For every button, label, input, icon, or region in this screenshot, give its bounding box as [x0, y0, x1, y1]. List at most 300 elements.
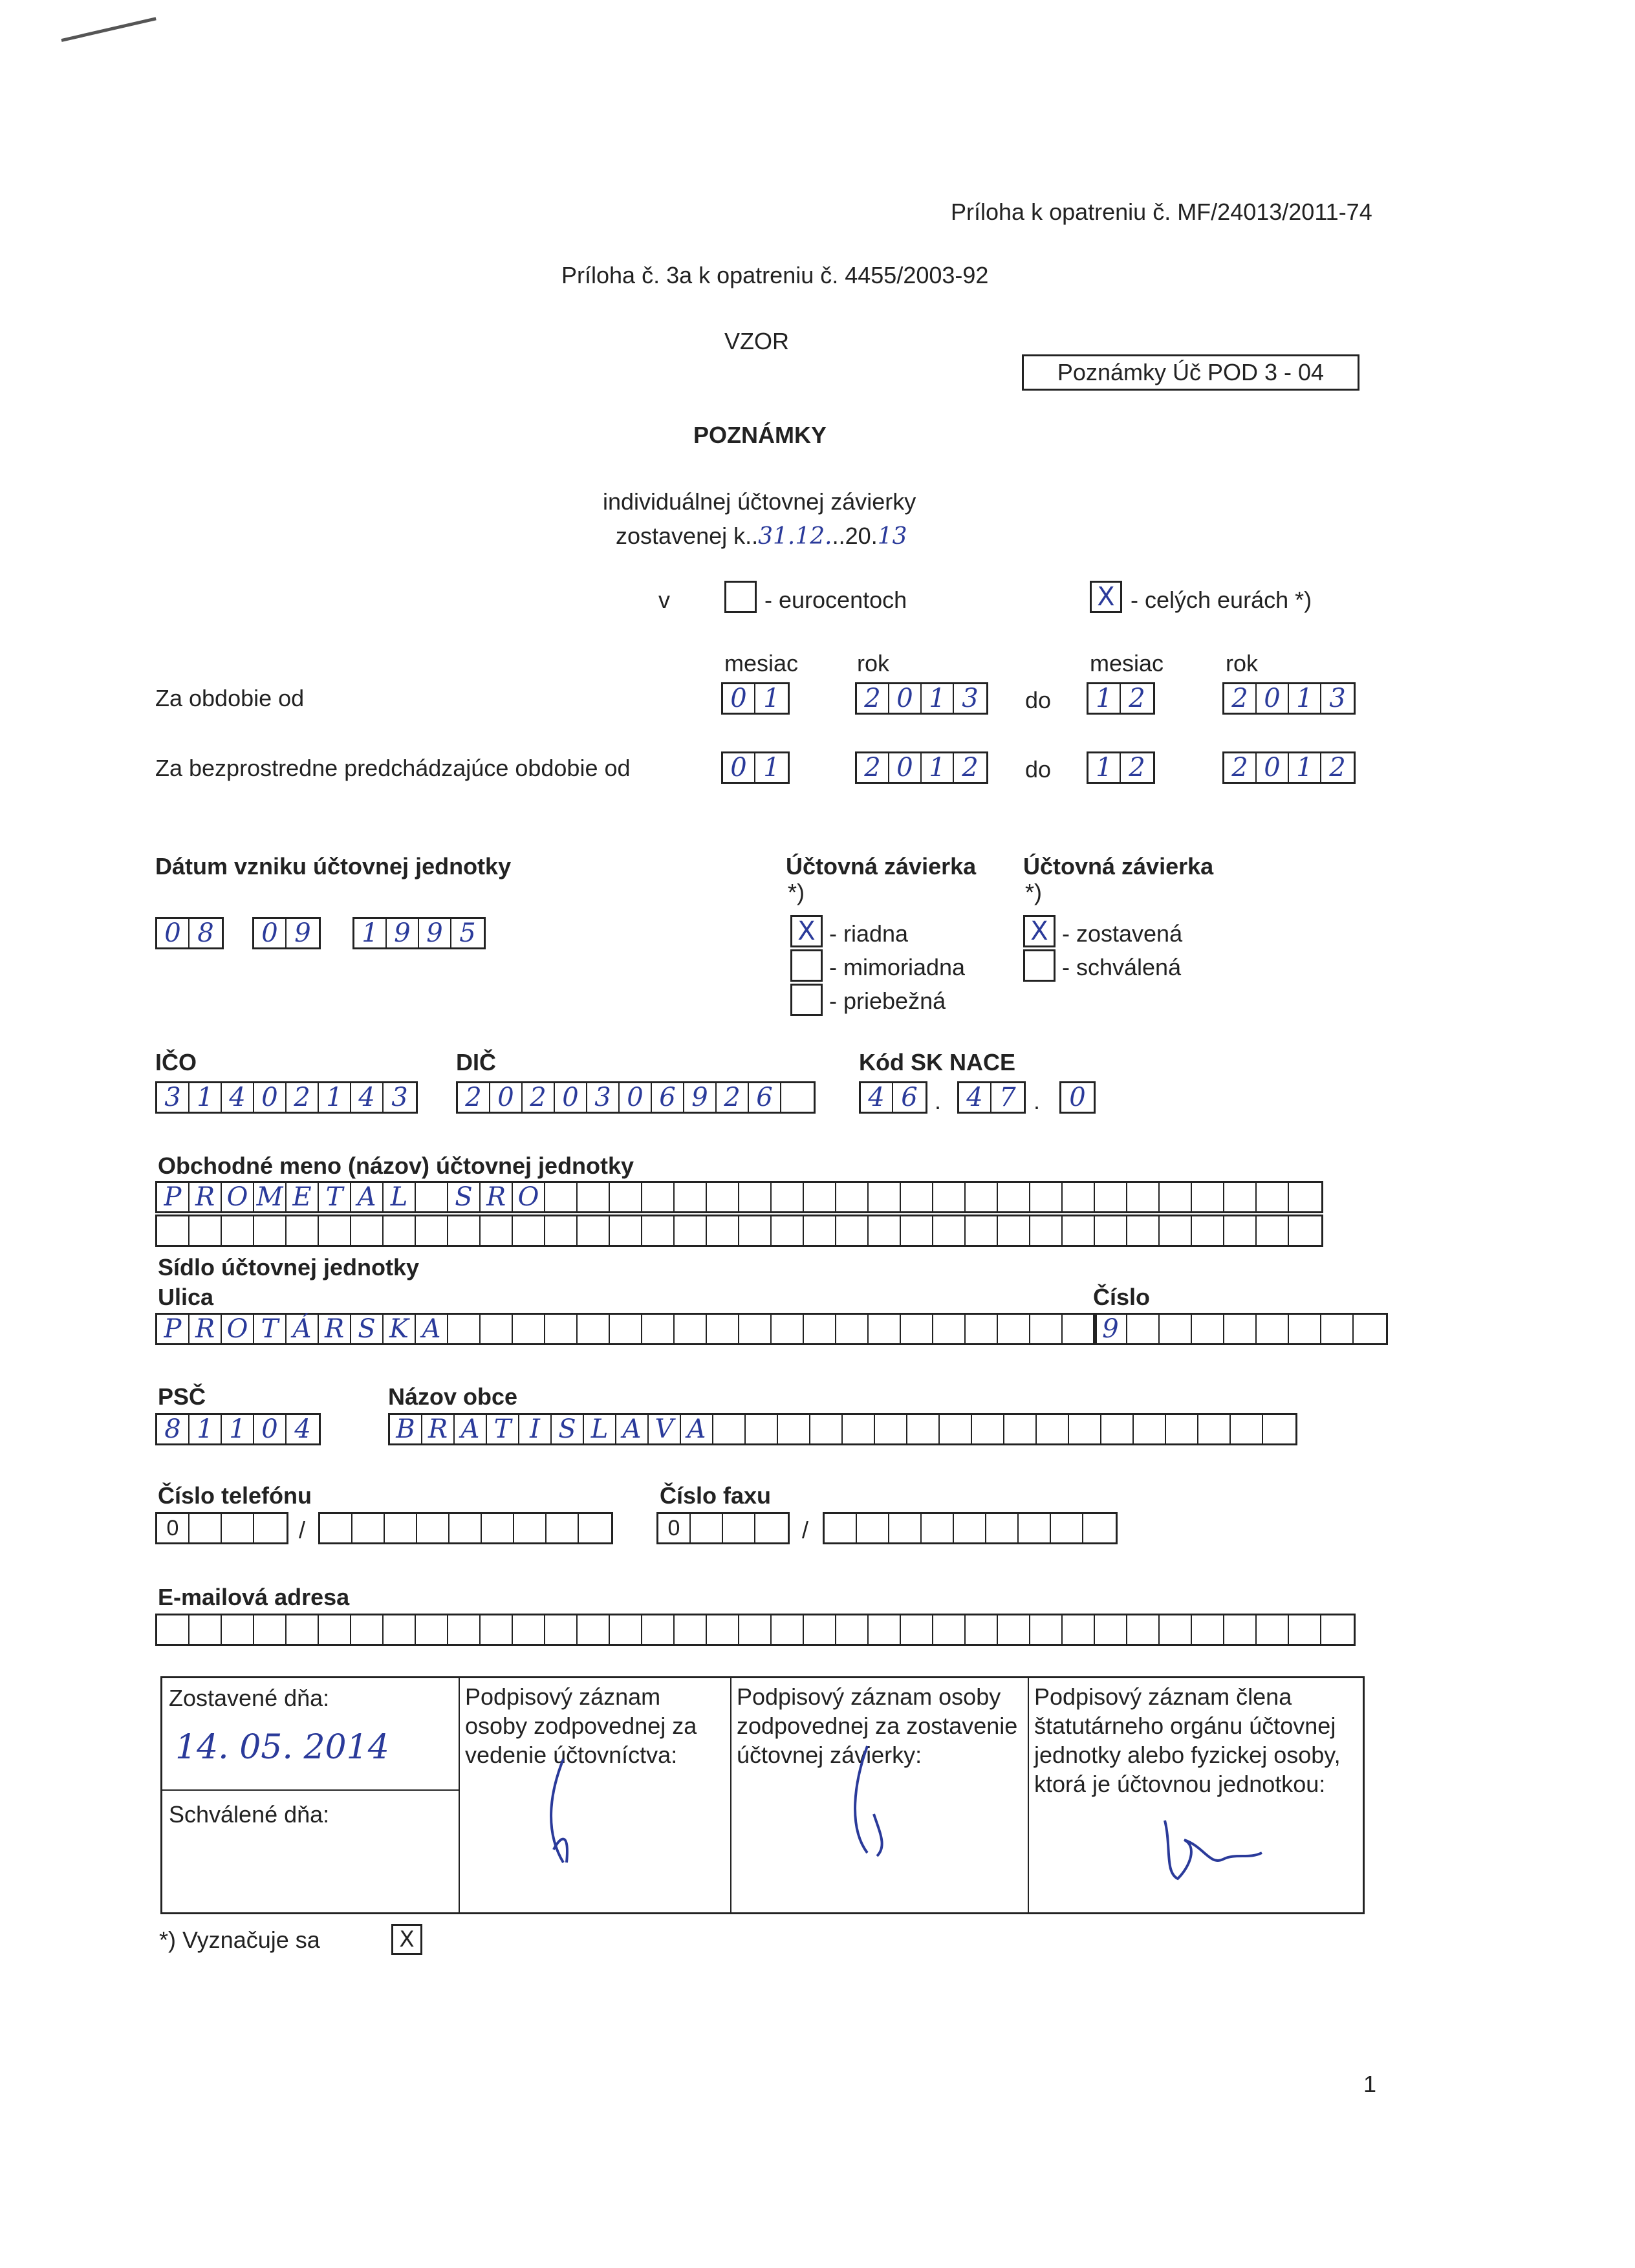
char-box	[351, 1615, 384, 1644]
char-box	[901, 1615, 933, 1644]
fax-number-field[interactable]	[823, 1512, 1118, 1544]
char-box	[1083, 1514, 1116, 1542]
status-zostavena-checkbox[interactable]: X	[1023, 915, 1056, 947]
founding-date-label: Dátum vzniku účtovnej jednotky	[155, 853, 512, 880]
char-box	[933, 1315, 966, 1343]
char-box: B	[390, 1415, 422, 1443]
year-header-from: rok	[857, 650, 890, 676]
char-box: V	[649, 1415, 681, 1443]
char-box	[713, 1415, 746, 1443]
status-zostavena-label: - zostavená	[1062, 920, 1183, 947]
approved-label: Schválené dňa:	[169, 1801, 330, 1828]
char-box	[513, 1315, 545, 1343]
fax-slash: /	[802, 1517, 809, 1543]
phone-label: Číslo telefónu	[158, 1482, 312, 1509]
prepared-cell	[162, 1678, 460, 1912]
nace-dot-1: .	[935, 1088, 942, 1114]
digit-box: 2	[857, 753, 889, 782]
digit-box: 3	[157, 1083, 189, 1112]
digit-box: 0	[254, 919, 287, 947]
char-box	[739, 1615, 772, 1644]
char-box: R	[422, 1415, 455, 1443]
business-name-row-2[interactable]	[155, 1215, 1323, 1247]
char-box: P	[157, 1315, 189, 1343]
char-box: I	[519, 1415, 552, 1443]
digit-box: 2	[1224, 753, 1257, 782]
char-box	[836, 1216, 869, 1245]
whole-euro-checkbox[interactable]: X	[1090, 581, 1122, 613]
digit-box: 2	[857, 684, 889, 713]
char-box	[1030, 1615, 1063, 1644]
char-box	[1030, 1315, 1063, 1343]
char-box	[1289, 1615, 1321, 1644]
founding-day[interactable]	[155, 917, 224, 949]
phone-prefix-field[interactable]	[155, 1512, 288, 1544]
digit-box: 6	[749, 1083, 781, 1112]
subtitle-line2: zostavenej k..31.12...20.13	[616, 523, 907, 550]
char-box: Á	[287, 1315, 319, 1343]
char-box	[610, 1315, 642, 1343]
statement-mimoriadna-checkbox[interactable]	[790, 949, 823, 982]
char-box	[954, 1514, 986, 1542]
char-box: 0	[254, 1415, 287, 1443]
statement-status-label: Účtovná závierka	[1023, 853, 1214, 880]
digit-box	[781, 1083, 814, 1112]
char-box: A	[351, 1183, 384, 1211]
statement-riadna-label: - riadna	[829, 920, 909, 947]
char-box	[810, 1415, 843, 1443]
current-from-month[interactable]	[721, 682, 790, 715]
char-box	[755, 1514, 788, 1542]
char-box	[545, 1615, 578, 1644]
footer-note-label: *) Vyznačuje sa	[159, 1927, 320, 1953]
char-box	[1192, 1183, 1224, 1211]
subtitle-prefix: zostavenej k	[616, 523, 746, 549]
char-box	[972, 1415, 1004, 1443]
char-box: 9	[1095, 1315, 1127, 1343]
char-box	[675, 1183, 707, 1211]
bookkeeping-signature-cell[interactable]	[460, 1678, 731, 1912]
statement-signature-cell[interactable]	[731, 1678, 1029, 1912]
char-box: 1	[189, 1415, 222, 1443]
char-box	[707, 1315, 739, 1343]
previous-from-year[interactable]	[855, 751, 988, 784]
business-name-row-1[interactable]	[155, 1181, 1323, 1213]
char-box	[1127, 1615, 1160, 1644]
char-box	[1289, 1216, 1321, 1245]
char-box	[545, 1315, 578, 1343]
char-box: R	[189, 1183, 222, 1211]
char-box	[320, 1514, 352, 1542]
psc-field[interactable]	[155, 1413, 321, 1445]
char-box	[1166, 1415, 1198, 1443]
char-box	[1030, 1183, 1063, 1211]
nace-part2[interactable]	[957, 1081, 1026, 1114]
char-box	[1192, 1315, 1224, 1343]
nace-part3[interactable]	[1059, 1081, 1096, 1114]
digit-box: 0	[1257, 684, 1289, 713]
digit-box: 2	[458, 1083, 490, 1112]
char-box	[901, 1183, 933, 1211]
char-box	[1127, 1183, 1160, 1211]
char-box	[836, 1615, 869, 1644]
digit-box: 6	[901, 1083, 918, 1112]
digit-box: 1	[922, 753, 954, 782]
char-box	[1257, 1183, 1289, 1211]
annex-main: Príloha k opatreniu č. MF/24013/2011-74	[951, 199, 1372, 225]
dic-field[interactable]	[456, 1081, 816, 1114]
digit-box: 0	[620, 1083, 652, 1112]
current-to-year[interactable]	[1222, 682, 1356, 715]
previous-to-year[interactable]	[1222, 751, 1356, 784]
eurocents-checkbox[interactable]	[724, 581, 757, 613]
char-box	[772, 1315, 804, 1343]
char-box	[675, 1315, 707, 1343]
char-box	[642, 1615, 675, 1644]
char-box	[157, 1216, 189, 1245]
digit-box: 4	[222, 1083, 254, 1112]
char-box: 0	[658, 1514, 691, 1542]
previous-from-month[interactable]	[721, 751, 790, 784]
digit-box: 2	[1224, 684, 1257, 713]
char-box: E	[287, 1183, 319, 1211]
char-box: A	[455, 1415, 487, 1443]
char-box	[843, 1415, 875, 1443]
dic-label: DIČ	[456, 1049, 496, 1075]
digit-box: 0	[889, 753, 922, 782]
phone-slash: /	[299, 1517, 306, 1543]
board-signature-cell[interactable]	[1029, 1678, 1363, 1912]
digit-box: 1	[319, 1083, 351, 1112]
subtitle-date-hand: 31.12.	[758, 523, 832, 550]
digit-box: 2	[962, 753, 979, 783]
digit-box: 4	[959, 1083, 991, 1112]
digit-box: 1	[189, 1083, 222, 1112]
subtitle-year-prefix: 20	[845, 523, 871, 549]
eurocents-label: - eurocentoch	[764, 587, 907, 613]
char-box	[417, 1514, 449, 1542]
char-box	[675, 1216, 707, 1245]
month-header-to: mesiac	[1090, 650, 1164, 676]
char-box	[691, 1514, 723, 1542]
signature-scribble-icon	[822, 1743, 913, 1859]
char-box	[1289, 1183, 1321, 1211]
char-box	[922, 1514, 954, 1542]
char-box	[448, 1315, 481, 1343]
previous-period-label: Za bezprostredne predchádzajúce obdobie od	[155, 755, 631, 781]
char-box	[869, 1216, 901, 1245]
ico-label: IČO	[155, 1049, 197, 1075]
char-box	[836, 1183, 869, 1211]
board-label: Podpisový záznam člena štatutárneho orgánu účtovnej jednotky alebo fyzickej osoby, ktorá je účtovnou jednotkou:	[1034, 1683, 1341, 1797]
previous-do-label: do	[1025, 756, 1052, 783]
char-box	[804, 1315, 836, 1343]
street-label: Ulica	[158, 1284, 214, 1310]
char-box	[578, 1216, 610, 1245]
digit-box: 3	[587, 1083, 620, 1112]
street-field[interactable]	[155, 1313, 1097, 1345]
char-box	[448, 1216, 481, 1245]
digit-box: 0	[1069, 1083, 1086, 1112]
char-box	[352, 1514, 385, 1542]
digit-box: 2	[717, 1083, 749, 1112]
char-box	[189, 1514, 222, 1542]
digit-box: 9	[419, 919, 451, 947]
char-box	[825, 1514, 857, 1542]
year-header-to: rok	[1226, 650, 1259, 676]
seat-label: Sídlo účtovnej jednotky	[158, 1254, 420, 1280]
char-box	[384, 1615, 416, 1644]
email-label: E-mailová adresa	[158, 1584, 350, 1610]
char-box	[1063, 1216, 1095, 1245]
page-title: POZNÁMKY	[693, 422, 827, 448]
char-box: L	[384, 1183, 416, 1211]
char-box	[416, 1183, 448, 1211]
char-box	[933, 1183, 966, 1211]
signature-table	[160, 1676, 1365, 1914]
char-box	[778, 1415, 810, 1443]
digit-box: 9	[387, 919, 419, 947]
char-box	[1257, 1615, 1289, 1644]
char-box	[1231, 1415, 1263, 1443]
char-box: S	[351, 1315, 384, 1343]
char-box	[1030, 1216, 1063, 1245]
char-box: 4	[294, 1414, 311, 1444]
digit-box: 2	[1129, 684, 1145, 713]
digit-box: 4	[861, 1083, 893, 1112]
char-box	[1263, 1415, 1295, 1443]
digit-box: 7	[999, 1083, 1016, 1112]
pen-scratch-mark	[61, 17, 156, 42]
digit-box: 3	[1329, 684, 1346, 713]
char-box	[857, 1514, 889, 1542]
statement-signature-label: Podpisový záznam osoby zodpovednej za zostavenie účtovnej závierky:	[737, 1683, 1018, 1768]
statement-priebezna-checkbox[interactable]	[790, 984, 823, 1016]
char-box	[707, 1216, 739, 1245]
subtitle-line1: individuálnej účtovnej závierky	[603, 488, 916, 515]
char-box	[1160, 1216, 1192, 1245]
char-box	[514, 1514, 547, 1542]
annex-sub: Príloha č. 3a k opatreniu č. 4455/2003-92	[561, 262, 989, 288]
digit-box: 1	[1289, 684, 1321, 713]
sample-label: VZOR	[724, 328, 790, 354]
digit-box: 0	[157, 919, 189, 947]
char-box	[1019, 1514, 1051, 1542]
char-box	[1101, 1415, 1134, 1443]
statement-mimoriadna-label: - mimoriadna	[829, 954, 966, 980]
char-box	[254, 1615, 287, 1644]
char-box	[998, 1183, 1030, 1211]
char-box: 8	[157, 1415, 189, 1443]
char-box	[836, 1315, 869, 1343]
ico-field[interactable]	[155, 1081, 418, 1114]
char-box	[1192, 1216, 1224, 1245]
digit-box: 1	[922, 684, 954, 713]
nace-part1[interactable]	[859, 1081, 927, 1114]
digit-box: 0	[723, 684, 755, 713]
char-box	[707, 1183, 739, 1211]
char-box	[1051, 1514, 1083, 1542]
digit-box: 9	[294, 918, 311, 948]
char-box: T	[254, 1315, 287, 1343]
char-box	[966, 1183, 998, 1211]
char-box	[1224, 1183, 1257, 1211]
char-box	[1224, 1615, 1257, 1644]
digit-box: 2	[1129, 753, 1145, 783]
char-box	[1160, 1183, 1192, 1211]
currency-v-label: v	[658, 587, 670, 613]
char-box	[513, 1216, 545, 1245]
char-box	[869, 1315, 901, 1343]
char-box	[642, 1216, 675, 1245]
char-box	[772, 1615, 804, 1644]
char-box	[986, 1514, 1019, 1542]
char-box	[610, 1183, 642, 1211]
statement-priebezna-label: - priebežná	[829, 988, 946, 1014]
char-box	[1257, 1315, 1289, 1343]
char-box	[966, 1615, 998, 1644]
char-box	[1160, 1315, 1192, 1343]
char-box	[642, 1183, 675, 1211]
digit-box: 0	[555, 1083, 587, 1112]
char-box	[901, 1216, 933, 1245]
char-box: K	[384, 1315, 416, 1343]
digit-box: 9	[684, 1083, 717, 1112]
char-box	[1257, 1216, 1289, 1245]
char-box	[579, 1514, 611, 1542]
char-box	[482, 1514, 514, 1542]
char-box	[1063, 1615, 1095, 1644]
previous-to-month[interactable]	[1087, 751, 1155, 784]
char-box	[889, 1514, 922, 1542]
subtitle-year-hand: 13	[877, 523, 907, 550]
char-box	[1192, 1615, 1224, 1644]
char-box	[545, 1183, 578, 1211]
business-name-label: Obchodné meno (názov) účtovnej jednotky	[158, 1152, 634, 1179]
email-field[interactable]	[155, 1614, 1356, 1646]
digit-box: 0	[490, 1083, 523, 1112]
digit-box: 0	[254, 1083, 287, 1112]
char-box	[513, 1615, 545, 1644]
char-box	[254, 1514, 287, 1542]
city-label: Názov obce	[388, 1383, 518, 1410]
city-field[interactable]	[388, 1413, 1297, 1445]
char-box	[1321, 1315, 1354, 1343]
char-box	[869, 1183, 901, 1211]
digit-box: 3	[391, 1083, 408, 1112]
footer-note-checkbox: X	[391, 1924, 422, 1955]
char-box: O	[513, 1183, 545, 1211]
char-box: R	[189, 1315, 222, 1343]
char-box	[1095, 1216, 1127, 1245]
char-box	[287, 1216, 319, 1245]
statement-riadna-checkbox[interactable]: X	[790, 915, 823, 947]
char-box: M	[254, 1183, 287, 1211]
char-box	[933, 1216, 966, 1245]
phone-number-field[interactable]	[318, 1512, 613, 1544]
digit-box: 2	[1329, 753, 1346, 783]
char-box	[254, 1216, 287, 1245]
digit-box: 1	[1088, 684, 1121, 713]
char-box	[385, 1514, 417, 1542]
char-box	[1224, 1216, 1257, 1245]
char-box	[481, 1216, 513, 1245]
char-box	[1224, 1315, 1257, 1343]
prepared-label: Zostavené dňa:	[169, 1685, 330, 1711]
char-box: T	[487, 1415, 519, 1443]
char-box	[547, 1514, 579, 1542]
char-box	[642, 1315, 675, 1343]
char-box	[1134, 1415, 1166, 1443]
char-box	[869, 1615, 901, 1644]
digit-box: 6	[652, 1083, 684, 1112]
char-box: A	[681, 1415, 713, 1443]
current-to-month[interactable]	[1087, 682, 1155, 715]
char-box	[1095, 1183, 1127, 1211]
digit-box: 1	[354, 919, 387, 947]
char-box	[1289, 1315, 1321, 1343]
char-box: L	[584, 1415, 616, 1443]
fax-prefix-field[interactable]	[656, 1512, 790, 1544]
nace-dot-2: .	[1034, 1088, 1041, 1114]
char-box	[1004, 1415, 1037, 1443]
month-header-from: mesiac	[724, 650, 799, 676]
whole-euro-label: - celých eurách *)	[1131, 587, 1312, 613]
char-box: T	[319, 1183, 351, 1211]
number-label: Číslo	[1093, 1284, 1151, 1310]
digit-box: 5	[459, 918, 476, 948]
char-box	[189, 1216, 222, 1245]
statement-type-star: *)	[788, 879, 805, 905]
char-box	[772, 1216, 804, 1245]
char-box	[319, 1216, 351, 1245]
current-from-year[interactable]	[855, 682, 988, 715]
char-box	[1063, 1183, 1095, 1211]
char-box	[578, 1183, 610, 1211]
status-schvalena-label: - schválená	[1062, 954, 1182, 980]
digit-box: 1	[1088, 753, 1121, 782]
digit-box: 2	[523, 1083, 555, 1112]
prepared-date[interactable]: 14. 05. 2014	[175, 1728, 389, 1767]
founding-year[interactable]	[352, 917, 486, 949]
char-box	[804, 1615, 836, 1644]
char-box	[1127, 1315, 1160, 1343]
char-box	[189, 1615, 222, 1644]
char-box	[1321, 1615, 1354, 1644]
char-box: O	[222, 1183, 254, 1211]
char-box	[707, 1615, 739, 1644]
char-box	[675, 1615, 707, 1644]
founding-month[interactable]	[252, 917, 321, 949]
psc-label: PSČ	[158, 1383, 206, 1410]
char-box	[287, 1615, 319, 1644]
char-box	[998, 1615, 1030, 1644]
char-box	[481, 1615, 513, 1644]
char-box	[1037, 1415, 1069, 1443]
status-schvalena-checkbox[interactable]	[1023, 949, 1056, 982]
char-box: A	[616, 1415, 649, 1443]
char-box: R	[319, 1315, 351, 1343]
signature-scribble-icon	[525, 1753, 615, 1869]
char-box	[384, 1216, 416, 1245]
number-field[interactable]	[1093, 1313, 1388, 1345]
char-box: 1	[222, 1415, 254, 1443]
char-box	[772, 1183, 804, 1211]
current-do-label: do	[1025, 687, 1052, 713]
char-box	[1127, 1216, 1160, 1245]
char-box	[723, 1514, 755, 1542]
char-box: S	[552, 1415, 584, 1443]
